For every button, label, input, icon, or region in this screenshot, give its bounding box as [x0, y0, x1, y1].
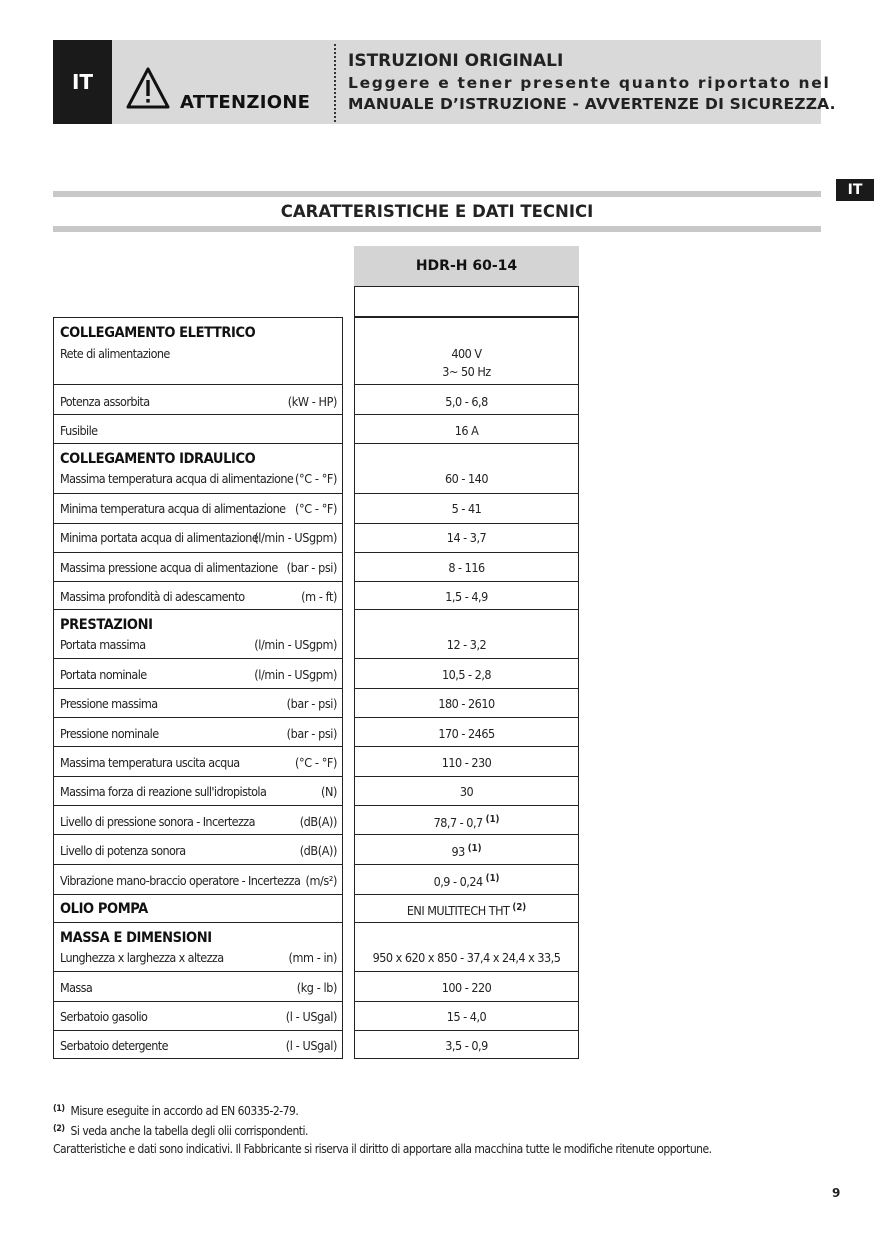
row-divider — [53, 834, 343, 835]
page-number: 9 — [832, 1186, 841, 1200]
row-divider — [53, 922, 343, 923]
row-divider — [354, 894, 579, 895]
spec-unit: (l - USgal) — [285, 1038, 337, 1053]
spec-label: Serbatoio detergente — [60, 1038, 168, 1053]
footnote-1 — [53, 1104, 298, 1118]
spec-unit: (m/s²) — [305, 873, 337, 888]
footnote-mark: (2) — [53, 1124, 65, 1134]
spec-label: Pressione massima — [60, 696, 158, 711]
spec-unit: (kW - HP) — [287, 394, 337, 409]
row-divider — [53, 609, 343, 610]
row-divider — [354, 746, 579, 747]
footnote-ref: (1) — [485, 873, 500, 884]
section-rule-bottom — [53, 226, 821, 232]
spec-value-text: 78,7 - 0,7 — [433, 815, 483, 830]
spec-value: 100 - 220 — [441, 980, 492, 995]
row-divider — [53, 414, 343, 415]
section-heading-hydraulic: COLLEGAMENTO IDRAULICO — [60, 451, 256, 467]
spec-value: 5 - 41 — [451, 501, 482, 516]
row-divider — [354, 443, 579, 444]
footnote-ref: (1) — [485, 814, 500, 825]
row-divider — [354, 864, 579, 865]
spec-unit: (kg - lb) — [296, 980, 337, 995]
spec-label: Serbatoio gasolio — [60, 1009, 148, 1024]
spec-unit: (l/min - USgpm) — [254, 667, 337, 682]
spec-label: Fusibile — [60, 423, 98, 438]
spec-value: 8 - 116 — [448, 560, 485, 575]
spec-value — [354, 873, 579, 889]
row-divider — [53, 658, 343, 659]
spec-unit: (N) — [321, 784, 337, 799]
model-header: HDR-H 60-14 — [354, 246, 579, 286]
side-language-tab: IT — [836, 179, 874, 201]
row-divider — [354, 1001, 579, 1002]
row-divider — [53, 581, 343, 582]
row-divider — [354, 493, 579, 494]
row-divider — [53, 894, 343, 895]
footnote-ref: (1) — [467, 843, 482, 854]
row-divider — [354, 688, 579, 689]
row-divider — [354, 414, 579, 415]
section-heading-dimensions: MASSA E DIMENSIONI — [60, 930, 212, 946]
spec-label: Lunghezza x larghezza x altezza — [60, 950, 224, 965]
footnote-text: Misure eseguite in accordo ad EN 60335-2-79. — [70, 1104, 299, 1118]
spec-value: 12 - 3,2 — [446, 637, 487, 652]
row-divider — [53, 1001, 343, 1002]
footnote-mark: (1) — [53, 1104, 65, 1114]
spec-unit: (bar - psi) — [286, 560, 337, 575]
spec-value — [354, 814, 579, 830]
spec-label: Rete di alimentazione — [60, 346, 170, 361]
spec-value-text: 93 — [451, 844, 465, 859]
row-divider — [354, 523, 579, 524]
row-divider — [53, 688, 343, 689]
spec-label: Massa — [60, 980, 93, 995]
spec-unit: (°C - °F) — [295, 501, 337, 516]
spec-label: Massima pressione acqua di alimentazione — [60, 560, 278, 575]
spec-value: 60 - 140 — [445, 471, 488, 486]
spec-value: 10,5 - 2,8 — [441, 667, 492, 682]
disclaimer: Caratteristiche e dati sono indicativi. Il Fabbricante si riserva il diritto di apportare alla macchina tutte le modifiche ritenute opportune. — [53, 1142, 712, 1156]
spec-value: 950 x 620 x 850 - 37,4 x 24,4 x 33,5 — [372, 950, 561, 965]
footnote-text: Si veda anche la tabella degli olii corrispondenti. — [70, 1124, 308, 1138]
row-divider — [354, 581, 579, 582]
row-divider — [354, 658, 579, 659]
spec-value: 5,0 - 6,8 — [445, 394, 488, 409]
spec-value-text: 0,9 - 0,24 — [433, 874, 483, 889]
section-heading-performance: PRESTAZIONI — [60, 617, 153, 633]
warning-label: ATTENZIONE — [180, 92, 311, 113]
spec-label: Pressione nominale — [60, 726, 159, 741]
spec-value: 14 - 3,7 — [446, 530, 487, 545]
row-divider — [53, 717, 343, 718]
spec-value: 170 - 2465 — [438, 726, 495, 741]
row-divider — [354, 384, 579, 385]
spec-unit: (dB(A)) — [299, 843, 337, 858]
row-divider — [53, 805, 343, 806]
spec-unit: (°C - °F) — [295, 755, 337, 770]
row-divider — [354, 1030, 579, 1031]
spec-unit: (l - USgal) — [285, 1009, 337, 1024]
row-divider — [53, 1030, 343, 1031]
spec-value-text: ENI MULTITECH THT — [406, 903, 510, 918]
spec-value: 3,5 - 0,9 — [445, 1038, 488, 1053]
warning-triangle-icon — [126, 66, 170, 110]
row-divider — [53, 864, 343, 865]
spec-label: Livello di potenza sonora — [60, 843, 186, 858]
language-code: IT — [53, 40, 112, 124]
spec-unit: (m - ft) — [301, 589, 337, 604]
spec-label: Portata nominale — [60, 667, 147, 682]
model-blank-cell — [354, 286, 579, 317]
spec-label: Livello di pressione sonora - Incertezza — [60, 814, 255, 829]
spec-unit: (bar - psi) — [286, 726, 337, 741]
row-divider — [354, 552, 579, 553]
spec-unit: (bar - psi) — [286, 696, 337, 711]
footnote-2 — [53, 1124, 308, 1138]
row-divider — [53, 384, 343, 385]
row-divider — [354, 834, 579, 835]
row-divider — [53, 493, 343, 494]
spec-value: 15 - 4,0 — [446, 1009, 487, 1024]
row-divider — [354, 805, 579, 806]
spec-value: 400 V — [451, 346, 482, 361]
spec-unit: (mm - in) — [288, 950, 337, 965]
spec-label: Massima profondità di adescamento — [60, 589, 245, 604]
spec-unit: (l/min - USgpm) — [254, 637, 337, 652]
spec-label: Portata massima — [60, 637, 146, 652]
spec-value: 16 A — [454, 423, 479, 438]
spec-value — [354, 843, 579, 859]
spec-label: Massima temperatura uscita acqua — [60, 755, 240, 770]
row-divider — [53, 523, 343, 524]
spec-label: Vibrazione mano-braccio operatore - Incertezza — [60, 873, 301, 888]
row-divider — [354, 776, 579, 777]
spec-label: Massima temperatura acqua di alimentazione — [60, 471, 294, 486]
footnote-ref: (2) — [512, 902, 527, 913]
section-title: CARATTERISTICHE E DATI TECNICI — [280, 202, 594, 221]
row-divider — [53, 443, 343, 444]
spec-label: Minima portata acqua di alimentazione — [60, 530, 259, 545]
section-heading-electrical: COLLEGAMENTO ELETTRICO — [60, 325, 256, 341]
section-heading-oil: OLIO POMPA — [60, 901, 148, 917]
spec-value: 110 - 230 — [441, 755, 492, 770]
instructions-line-1: Leggere e tener presente quanto riportato nel — [348, 74, 831, 92]
spec-label: Massima forza di reazione sull'idropistola — [60, 784, 267, 799]
row-divider — [53, 776, 343, 777]
spec-label: Potenza assorbita — [60, 394, 150, 409]
spec-value: 1,5 - 4,9 — [445, 589, 488, 604]
spec-unit: (l/min - USgpm) — [254, 530, 337, 545]
spec-value: 3~ 50 Hz — [442, 364, 491, 379]
spec-value: 180 - 2610 — [438, 696, 495, 711]
instructions-title: ISTRUZIONI ORIGINALI — [348, 51, 564, 71]
row-divider — [53, 552, 343, 553]
instructions-line-2: MANUALE D’ISTRUZIONE - AVVERTENZE DI SICUREZZA. — [348, 95, 836, 113]
spec-unit: (°C - °F) — [295, 471, 337, 486]
section-rule-top — [53, 191, 821, 197]
row-divider — [354, 609, 579, 610]
spec-label: Minima temperatura acqua di alimentazione — [60, 501, 286, 516]
row-divider — [53, 971, 343, 972]
dotted-divider — [334, 44, 336, 122]
row-divider — [354, 922, 579, 923]
row-divider — [354, 971, 579, 972]
spec-unit: (dB(A)) — [299, 814, 337, 829]
spec-value: 30 — [459, 784, 474, 799]
row-divider — [354, 717, 579, 718]
row-divider — [53, 746, 343, 747]
spec-value — [354, 902, 579, 918]
